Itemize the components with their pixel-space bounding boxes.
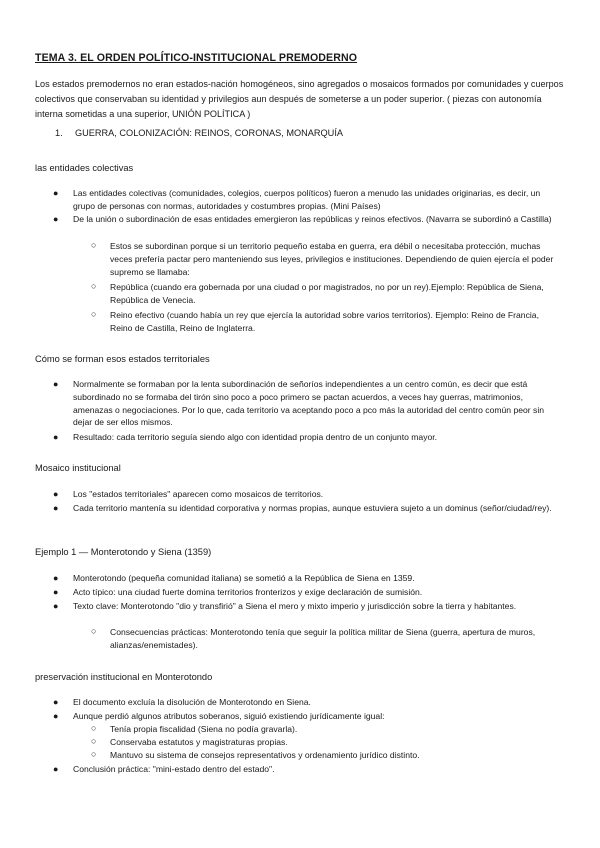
bullet-icon: ● — [53, 697, 59, 707]
sub-list-item: ○ República (cuando era gobernada por una ciudad o por magistrados, no por un rey).Ejemplo: República de Siena, República de Venecia. — [91, 281, 544, 305]
section-heading-preservacion: preservación institucional en Monterotondo — [35, 672, 213, 682]
sub-bullet-icon: ○ — [91, 309, 97, 319]
bullet-icon: ● — [53, 214, 59, 224]
bullet-icon: ● — [53, 503, 59, 513]
list-item: ● Resultado: cada territorio seguía siendo algo con identidad propia dentro de un conjunto mayor. — [53, 432, 438, 442]
sub-list-item: ○ Consecuencias prácticas: Monterotondo tenía que seguir la política militar de Siena (guerra, apertura de muros, alianzas/enemistades). — [91, 626, 536, 650]
list-item: ● Normalmente se formaban por la lenta subordinación de señoríos independientes a un centro común, es decir que está subordinado no se formaba del tirón sino poco a poco primero se pactan acuerdos, a veces hay guerras, matrimonios, amenazas o negociaciones. Por lo que, cada territorio va aceptando poco a pco más la autoridad del centro común peor sin dejar de ser ellos mismos. — [53, 379, 545, 428]
intro-paragraph: Los estados premodernos no eran estados-nación homogéneos, sino agregados o mosaicos formados por comunidades y cuerpos colectivos que conservaban su identidad y privilegios aun después de someterse a un poder superior. ( piezas con autonomía interna sometidas a una superior, UNIÓN POLÍTICA ) — [35, 79, 564, 120]
section-heading-mosaico: Mosaico institucional — [35, 463, 121, 473]
sub-list-item: ○ Conservaba estatutos y magistraturas propias. — [91, 736, 288, 747]
section-heading-entidades: las entidades colectivas — [35, 163, 134, 173]
bullet-icon: ● — [53, 573, 59, 583]
list-item: ● Cada territorio mantenía su identidad corporativa y normas propias, aunque estuviera sujeto a un dominus (señor/ciudad/rey). — [53, 503, 552, 513]
bullet-icon: ● — [53, 587, 59, 597]
list-item: ● Aunque perdió algunos atributos soberanos, siguió existiendo jurídicamente igual: — [53, 711, 385, 721]
sub-bullet-icon: ○ — [91, 723, 97, 733]
bullet-icon: ● — [53, 489, 59, 499]
item-number: 1. — [55, 128, 63, 138]
sub-bullet-icon: ○ — [91, 736, 97, 746]
sub-list-item: ○ Mantuvo su sistema de consejos representativos y ordenamiento jurídico distinto. — [91, 749, 420, 760]
item-text: GUERRA, COLONIZACIÓN: REINOS, CORONAS, MONARQUÍA — [75, 128, 343, 138]
sub-list-item: ○ Tenía propia fiscalidad (Siena no podía gravarla). — [91, 723, 298, 734]
bullet-icon: ● — [53, 764, 59, 774]
section-heading-formacion: Cómo se forman esos estados territoriales — [35, 354, 210, 364]
list-item: ● El documento excluía la disolución de Monterotondo en Siena. — [53, 697, 311, 707]
section-heading-ejemplo: Ejemplo 1 — Monterotondo y Siena (1359) — [35, 547, 212, 557]
sub-list-item: ○ Reino efectivo (cuando había un rey que ejercía la autoridad sobre varios territorios). Ejemplo: Reino de Francia, Reino de Castilla, Reino de Inglaterra. — [91, 309, 539, 333]
bullet-icon: ● — [53, 711, 59, 721]
list-item: ● Acto típico: una ciudad fuerte domina territorios fronterizos y exige declaración de sumisión. — [53, 587, 423, 597]
list-item: ● Conclusión práctica: "mini-estado dentro del estado". — [53, 764, 275, 774]
sub-bullet-icon: ○ — [91, 749, 97, 759]
list-item: ● Los "estados territoriales" aparecen como mosaicos de territorios. — [53, 489, 324, 499]
sub-bullet-icon: ○ — [91, 626, 97, 636]
list-item: ● Texto clave: Monterotondo "dio y transfirió" a Siena el mero y mixto imperio y jurisdicción sobre la tierra y habitantes. — [53, 601, 517, 611]
bullet-icon: ● — [53, 601, 59, 611]
list-item: ● Las entidades colectivas (comunidades, colegios, cuerpos políticos) fueron a menudo las unidades originarias, es decir, un grupo de personas con normas, autoridades y costumbres propias. (Mini Países) — [53, 188, 541, 211]
sub-bullet-icon: ○ — [91, 240, 97, 250]
bullet-icon: ● — [53, 188, 59, 198]
list-item: ● Monterotondo (pequeña comunidad italiana) se sometió a la República de Siena en 1359. — [53, 573, 415, 583]
bullet-icon: ● — [53, 379, 59, 389]
list-item: ● De la unión o subordinación de esas entidades emergieron las repúblicas y reinos efectivos. (Navarra se subordinó a Castilla) — [53, 214, 552, 224]
sub-list-item: ○ Estos se subordinan porque si un territorio pequeño estaba en guerra, era débil o necesitaba protección, muchas veces prefería pactar pero manteniendo sus leyes, privilegios e instituciones. Dependiendo de quien ejercía el poder supremo se llamaba: — [91, 240, 554, 277]
numbered-item — [55, 128, 343, 138]
sub-bullet-icon: ○ — [91, 281, 97, 291]
document-title: TEMA 3. EL ORDEN POLÍTICO-INSTITUCIONAL PREMODERNO — [35, 52, 358, 64]
bullet-icon: ● — [53, 432, 59, 442]
